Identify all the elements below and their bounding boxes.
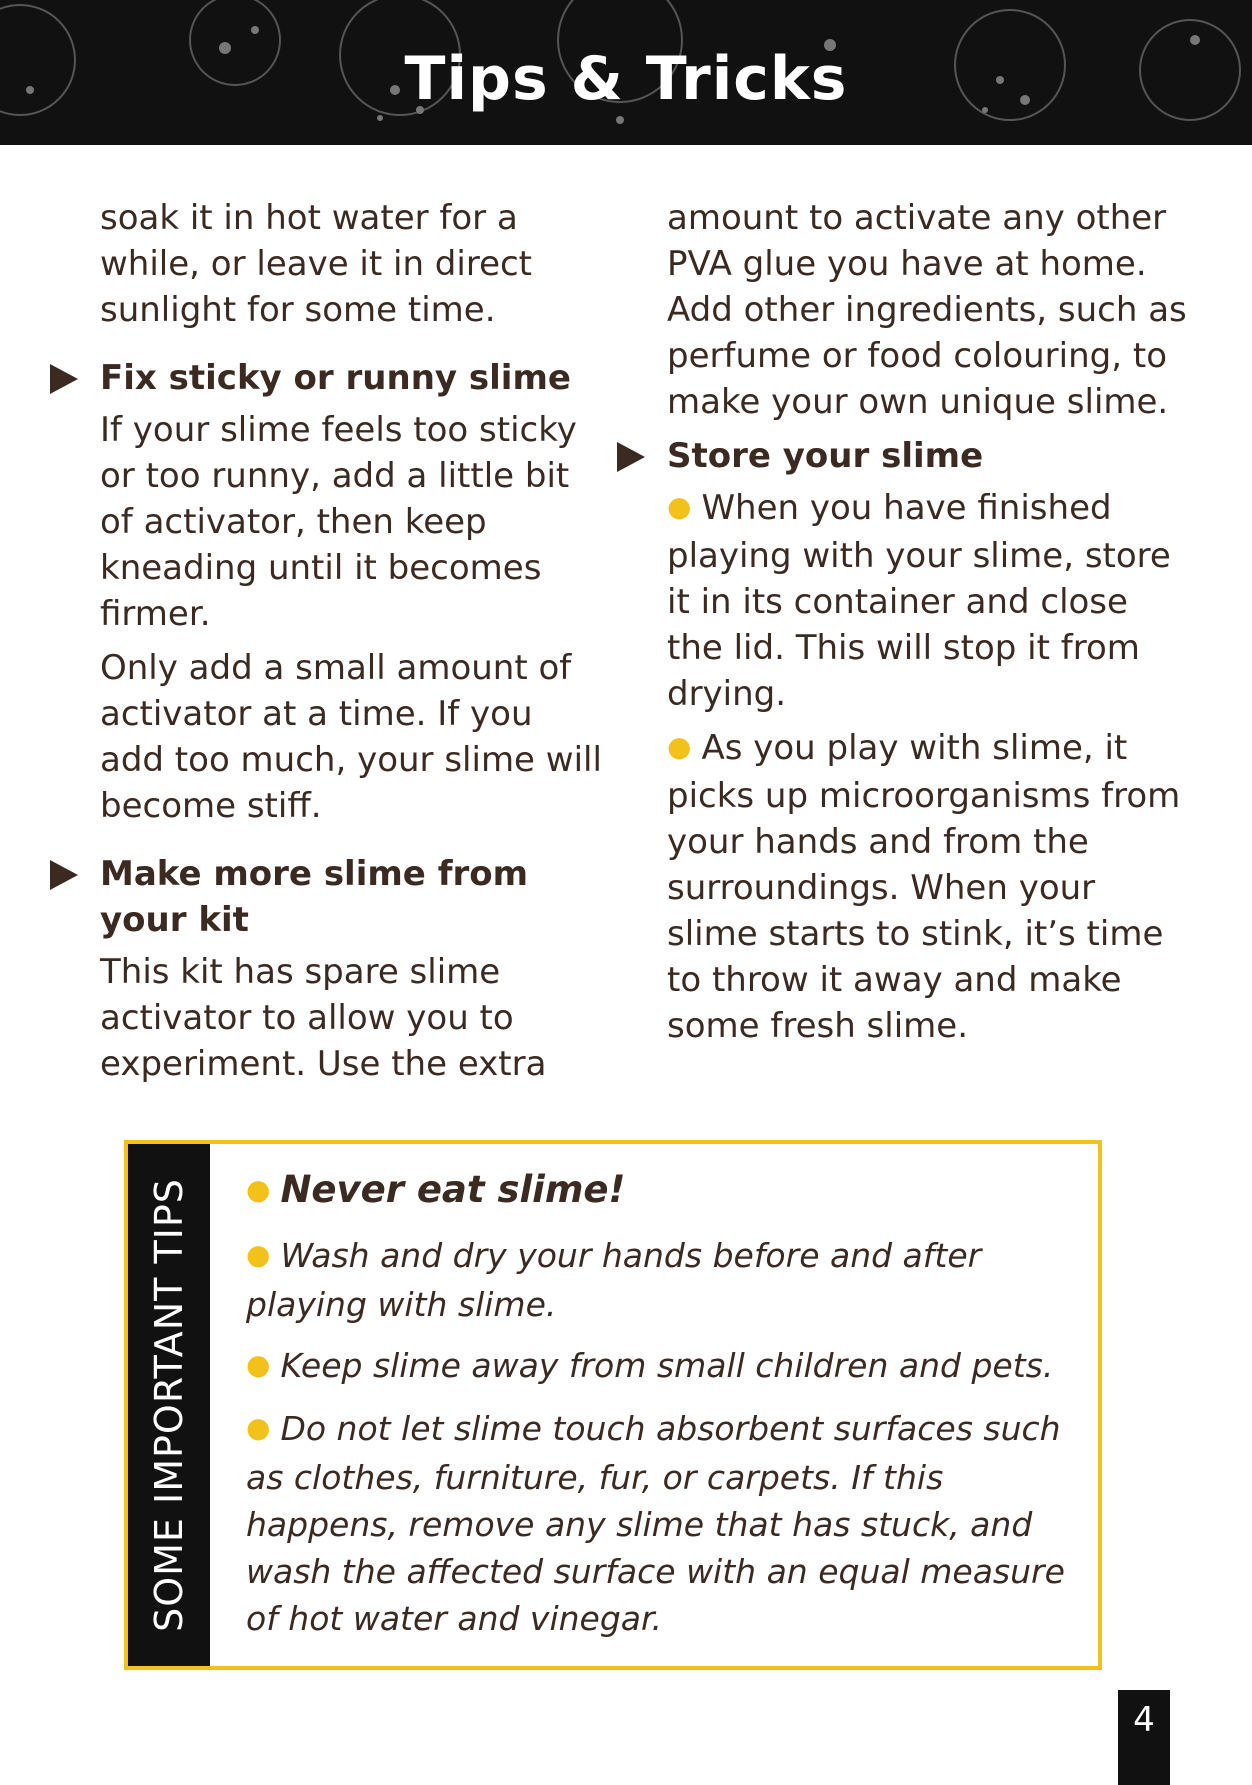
important-tips-box bbox=[124, 1140, 1102, 1670]
arrow-icon bbox=[50, 364, 78, 394]
bullet-item: ● When you have finished playing with your slime, store it in its container and close the lid. This will stop it from drying. bbox=[667, 488, 1171, 714]
tip-item: ● Wash and dry your hands before and after playing with slime. bbox=[246, 1236, 982, 1324]
arrow-icon bbox=[617, 442, 645, 472]
section-heading: Fix sticky or runny slime bbox=[100, 358, 571, 398]
page-title: Tips & Tricks bbox=[404, 44, 848, 114]
section-paragraph: If your slime feels too sticky or too runny, add a little bit of activator, then keep kneading until it becomes firmer. bbox=[100, 410, 577, 634]
section-paragraph: Only add a small amount of activator at a time. If you add too much, your slime will become stiff. bbox=[100, 648, 602, 826]
page-header bbox=[0, 0, 1252, 145]
right-intro-text: amount to activate any other PVA glue you have at home. Add other ingredients, such as perfume or food colouring, to make your own unique slime. bbox=[667, 198, 1187, 422]
tips-side-banner bbox=[128, 1144, 210, 1666]
bullet-dot-icon: ● bbox=[246, 1348, 271, 1381]
section-heading: Make more slime from your kit bbox=[100, 854, 529, 940]
section-paragraph: This kit has spare slime activator to allow you to experiment. Use the extra bbox=[100, 952, 547, 1084]
section-heading: Store your slime bbox=[667, 436, 984, 476]
right-column bbox=[667, 195, 1187, 1057]
bullet-dot-icon: ● bbox=[667, 490, 692, 523]
bullet-dot-icon: ● bbox=[246, 1173, 271, 1206]
bullet-dot-icon: ● bbox=[246, 1238, 271, 1271]
section-make-more bbox=[100, 851, 605, 1087]
page-number: 4 bbox=[1118, 1690, 1170, 1785]
section-store-slime bbox=[667, 433, 1187, 1049]
bullet-dot-icon: ● bbox=[667, 730, 692, 763]
tip-item: ● Keep slime away from small children and pets. bbox=[246, 1346, 1054, 1385]
tip-item: ● Do not let slime touch absorbent surfaces such as clothes, furniture, fur, or carpets. If this happens, remove any slime that has stuck, and wash the affected surface with an equal measure of hot water and vinegar. bbox=[246, 1409, 1065, 1638]
tips-list bbox=[246, 1166, 1076, 1656]
tip-item: ● Never eat slime! bbox=[246, 1168, 626, 1211]
arrow-icon bbox=[50, 860, 78, 890]
bullet-item: ● As you play with slime, it picks up microorganisms from your hands and from the surroundings. When your slime starts to stink, it’s time to throw it away and make some fresh slime. bbox=[667, 728, 1181, 1046]
left-column bbox=[100, 195, 605, 1095]
left-intro-text: soak it in hot water for a while, or leave it in direct sunlight for some time. bbox=[100, 198, 533, 330]
tips-side-label: SOME IMPORTANT TIPS bbox=[147, 1178, 191, 1632]
section-fix-sticky bbox=[100, 355, 605, 829]
bullet-dot-icon: ● bbox=[246, 1411, 271, 1444]
